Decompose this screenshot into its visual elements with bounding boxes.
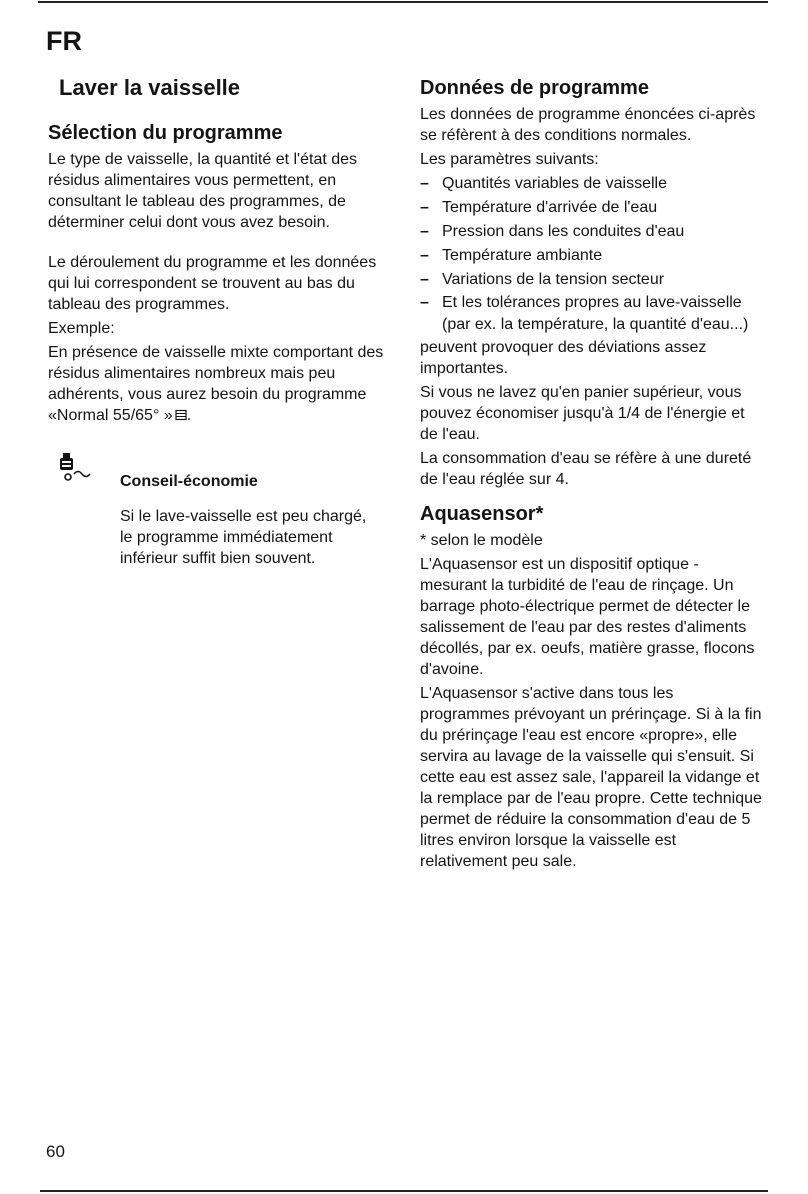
list-item: – Température ambiante bbox=[420, 244, 765, 268]
tip-text: Si le lave-vaisselle est peu chargé, le programme immédiatement inférieur suffit bien souvent. bbox=[120, 508, 367, 567]
right-column bbox=[420, 74, 765, 872]
section-title-selection: Sélection du programme bbox=[48, 122, 283, 144]
section-title-program-data: Données de programme bbox=[420, 77, 649, 99]
program-data-paragraph-5: La consommation d'eau se réfère à une dureté de l'eau réglée sur 4. bbox=[420, 450, 752, 488]
example-label: Exemple: bbox=[48, 320, 115, 337]
language-code: FR bbox=[46, 26, 82, 56]
example-end: . bbox=[186, 407, 192, 424]
list-item: – Quantités variables de vaisselle bbox=[420, 172, 765, 196]
economy-tip-icon bbox=[54, 448, 94, 488]
program-data-paragraph-3: peuvent provoquer des déviations assez importantes. bbox=[420, 339, 707, 377]
program-data-paragraph-2: Les paramètres suivants: bbox=[420, 151, 599, 168]
list-item: – Variations de la tension secteur bbox=[420, 268, 765, 292]
example-text: En présence de vaisselle mixte comportant des résidus alimentaires nombreux mais peu adhérents, vous aurez besoin du programme «Normal 55/65° » bbox=[48, 344, 384, 424]
bottom-rule bbox=[40, 1190, 768, 1192]
example-paragraph bbox=[48, 342, 388, 426]
program-data-paragraph-4: Si vous ne lavez qu'en panier supérieur, vous pouvez économiser jusqu'à 1/4 de l'énergie et de l'eau. bbox=[420, 384, 745, 443]
aquasensor-paragraph-1: L'Aquasensor est un dispositif optique - mesurant la turbidité de l'eau de rinçage. Un barrage photo-électrique permet de détecter le salissement de l'eau par des restes d'aliments décollés, par ex. oeufs, matière grasse, flocons d'avoine. bbox=[420, 556, 755, 678]
page-number: 60 bbox=[46, 1142, 65, 1161]
selection-paragraph-2: Le déroulement du programme et les données qui lui correspondent se trouvent au bas du tableau des programmes. bbox=[48, 254, 377, 313]
top-rule bbox=[38, 1, 768, 3]
list-item: – Et les tolérances propres au lave-vaisselle (par ex. la température, la quantité d'eau...) bbox=[420, 292, 765, 336]
list-item: – Température d'arrivée de l'eau bbox=[420, 196, 765, 220]
tip-title: Conseil-économie bbox=[120, 473, 258, 490]
list-item: – Pression dans les conduites d'eau bbox=[420, 220, 765, 244]
program-basket-symbol-icon bbox=[175, 409, 187, 421]
section-title-aquasensor: Aquasensor* bbox=[420, 503, 544, 525]
selection-paragraph-1: Le type de vaisselle, la quantité et l'état des résidus alimentaires vous permettent, en consultant le tableau des programmes, de déterminer celui dont vous avez besoin. bbox=[48, 151, 358, 231]
parameter-list bbox=[420, 172, 765, 336]
chapter-title: Laver la vaisselle bbox=[59, 75, 241, 100]
aquasensor-note: * selon le modèle bbox=[420, 532, 543, 549]
aquasensor-paragraph-2: L'Aquasensor s'active dans tous les programmes prévoyant un prérinçage. Si à la fin du prérinçage l'eau est encore «propre», elle servira au lavage de la vaisselle qui s'ensuit. Si cette eau est assez sale, l'appareil la vidange et la remplace par de l'eau propre. Cette technique permet de réduire la consommation d'eau de 5 litres environ lorsque la vaisselle est relativement peu sale. bbox=[420, 685, 762, 870]
program-data-paragraph-1: Les données de programme énoncées ci-après se réfèrent à des conditions normales. bbox=[420, 106, 756, 144]
economy-tip bbox=[48, 448, 388, 578]
left-column bbox=[48, 74, 388, 578]
